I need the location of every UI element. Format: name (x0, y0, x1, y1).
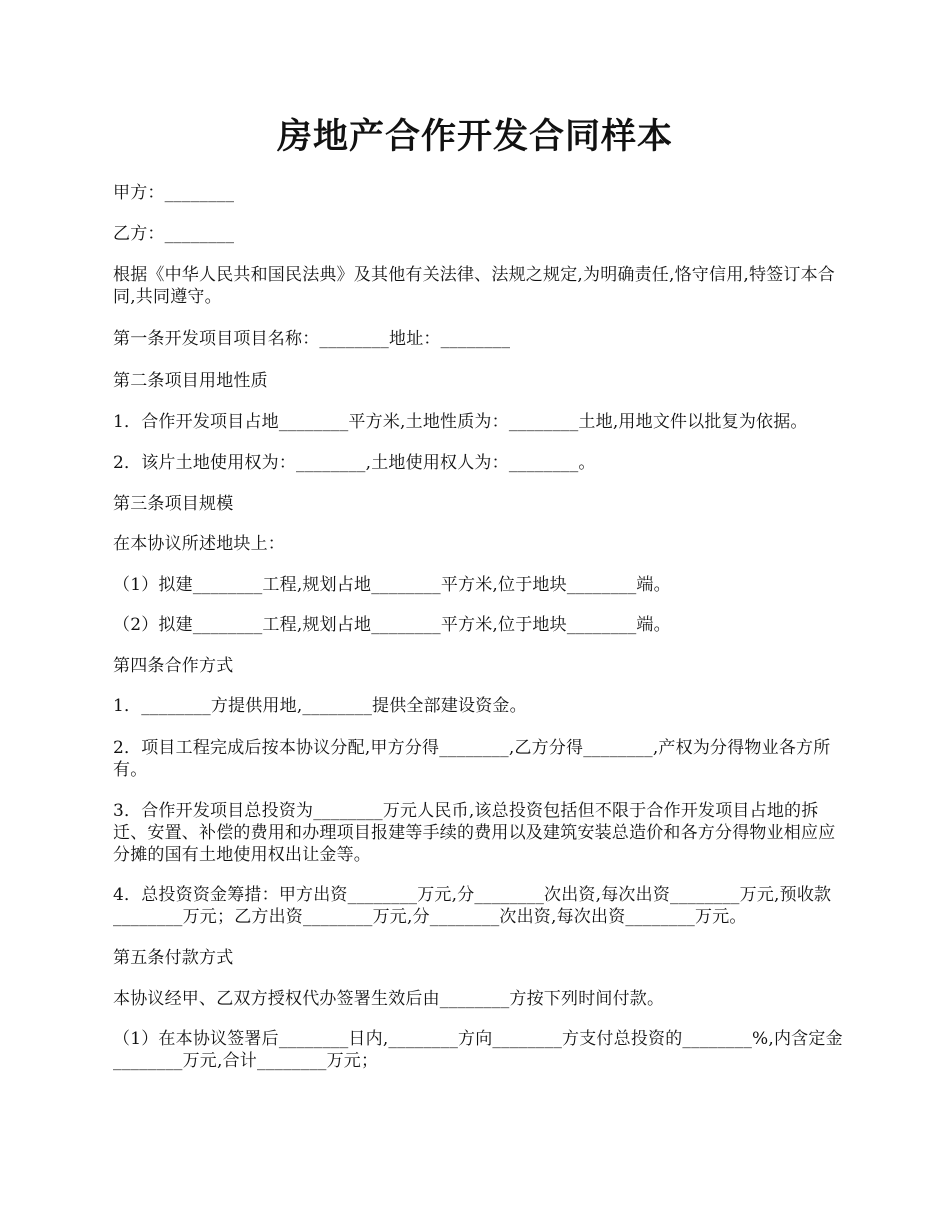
article-2-item-2: 2．该片土地使用权为：________,土地使用权人为：________。 (113, 453, 596, 473)
article-3-heading: 第三条项目规模 (113, 494, 234, 514)
article-2-item-1: 1．合作开发项目占地________平方米,土地性质为：________土地,用地文件以批复为依据。 (113, 412, 808, 432)
document-title: 房地产合作开发合同样本 (276, 116, 673, 157)
article-3-item-2: （2）拟建________工程,规划占地________平方米,位于地块________端。 (113, 615, 671, 635)
preamble-paragraph: 根据《中华人民共和国民法典》及其他有关法律、法规之规定,为明确责任,恪守信用,特签订本合同,共同遵守。 (113, 265, 836, 307)
article-4-heading: 第四条合作方式 (113, 656, 234, 676)
article-3-intro: 在本协议所述地块上： (113, 534, 285, 554)
article-4-item-3: 3．合作开发项目总投资为________万元人民币,该总投资包括但不限于合作开发项目占地的拆迁、安置、补偿的费用和办理项目报建等手续的费用以及建筑安装总造价和各方分得物业相应应分摊的国有土地使用权出让金等。 (113, 801, 836, 865)
article-3-item-1: （1）拟建________工程,规划占地________平方米,位于地块________端。 (113, 575, 671, 595)
party-b-line: 乙方：________ (113, 224, 235, 244)
party-a-line: 甲方：________ (113, 183, 235, 203)
article-4-item-1: 1．________方提供用地,________提供全部建设资金。 (113, 696, 527, 716)
article-5-intro: 本协议经甲、乙双方授权代办签署生效后由________方按下列时间付款。 (113, 989, 665, 1009)
article-5-heading: 第五条付款方式 (113, 948, 234, 968)
article-4-item-4: 4．总投资资金筹措：甲方出资________万元,分________次出资,每次出资________万元,预收款________万元；乙方出资________万元,分________次出资,每次出资________万元。 (113, 885, 832, 927)
article-5-item-1: （1）在本协议签署后________日内,________方向________方支付总投资的________%,内含定金________万元,合计________万元； (113, 1029, 843, 1071)
article-2-heading: 第二条项目用地性质 (113, 371, 268, 391)
article-4-item-2: 2．项目工程完成后按本协议分配,甲方分得________,乙方分得________,产权为分得物业各方所有。 (113, 738, 831, 780)
article-1-project-name: 第一条开发项目项目名称：________地址：________ (113, 329, 511, 349)
